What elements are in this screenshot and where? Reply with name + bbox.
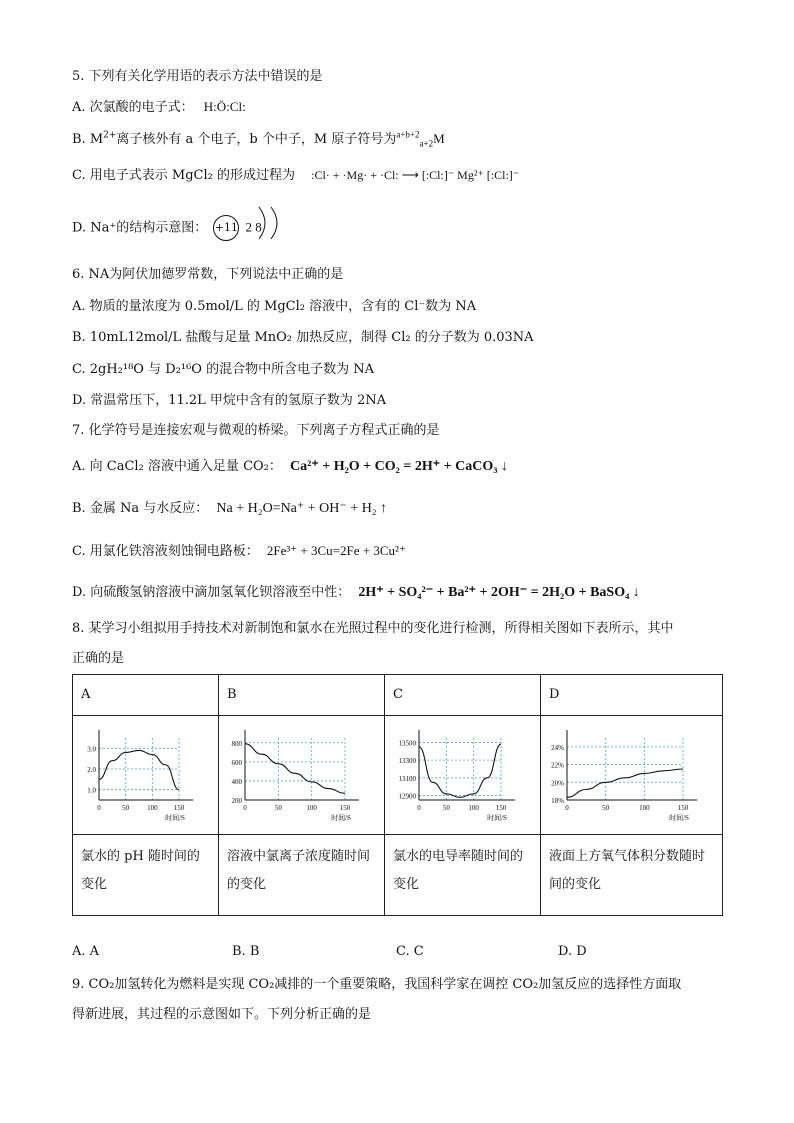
y-tick-label: 13500 bbox=[398, 739, 416, 748]
q8-stem-line1: 8. 某学习小组拟用手持技术对新制饱和氯水在光照过程中的变化进行检测，所得相关图如下表所示，其中 bbox=[72, 621, 674, 636]
hclo-electron-formula: H:Ö:Cl: bbox=[203, 99, 246, 114]
q7-option-a bbox=[72, 458, 508, 476]
q6-stem: 6. NA为阿伏加德罗常数，下列说法中正确的是 bbox=[72, 267, 344, 282]
oxygen-chart bbox=[541, 716, 723, 830]
series-line bbox=[245, 744, 345, 794]
y-tick-label: 1.0 bbox=[87, 786, 96, 795]
q9-stem-line2: 得新进展，其过程的示意图如下。下列分析正确的是 bbox=[72, 1007, 372, 1022]
x-tick-label: 150 bbox=[495, 804, 507, 812]
q5-option-b-text: 离子核外有 a 个电子，b 个中子，M 原子符号为 bbox=[116, 132, 397, 147]
x-axis-label: 时间/S bbox=[487, 814, 507, 822]
y-tick-label: 400 bbox=[231, 777, 242, 786]
y-tick-label: 2.0 bbox=[87, 766, 96, 774]
q7-option-d bbox=[72, 584, 640, 602]
header-a: A bbox=[73, 675, 219, 716]
x-tick-label: 150 bbox=[339, 804, 351, 812]
q7-option-c bbox=[72, 542, 406, 561]
series-line bbox=[567, 769, 683, 797]
header-d: D bbox=[541, 675, 723, 716]
element-symbol: M bbox=[433, 131, 445, 146]
q6-option-d: D. 常温常压下，11.2L 甲烷中含有的氢原子数为 2NA bbox=[72, 393, 387, 408]
x-tick-label: 150 bbox=[173, 804, 185, 812]
x-axis-label: 时间/S bbox=[165, 814, 185, 822]
q5-option-a-label: A. 次氯酸的电子式： bbox=[72, 100, 194, 115]
x-tick-label: 0 bbox=[565, 804, 569, 812]
q7-option-b-equation: Na + H₂O=Na⁺ + OH⁻ + H₂ ↑ bbox=[216, 501, 388, 516]
y-tick-label: 20% bbox=[551, 779, 564, 788]
shell-arcs-icon bbox=[257, 203, 287, 243]
header-b: B bbox=[219, 675, 385, 716]
conductivity-chart bbox=[385, 716, 541, 830]
q8-option-a: A. A bbox=[72, 944, 100, 959]
q6-option-a: A. 物质的量浓度为 0.5mol/L 的 MgCl₂ 溶液中，含有的 Cl⁻数为 NA bbox=[72, 299, 477, 314]
q7-option-c-label: C. 用氯化铁溶液刻蚀铜电路板： bbox=[72, 544, 259, 559]
x-tick-label: 150 bbox=[677, 804, 689, 812]
q5-option-a bbox=[72, 98, 246, 117]
y-tick-label: 13100 bbox=[398, 774, 416, 783]
caption-a: 氯水的 pH 随时间的变化 bbox=[73, 835, 219, 916]
q7-option-d-label: D. 向硫酸氢钠溶液中滴加氢氧化钡溶液至中性： bbox=[72, 585, 351, 600]
q8-chart-table bbox=[72, 674, 723, 916]
q5-option-d bbox=[72, 215, 262, 241]
x-tick-label: 50 bbox=[122, 804, 130, 812]
q5-option-b-charge: 2+ bbox=[103, 130, 117, 141]
x-axis-label: 时间/S bbox=[331, 814, 351, 822]
q8-option-d: D. D bbox=[558, 944, 587, 959]
caption-b: 溶液中氯离子浓度随时间的变化 bbox=[219, 835, 385, 916]
y-tick-label: 12900 bbox=[398, 792, 416, 801]
y-tick-label: 3.0 bbox=[87, 745, 96, 754]
q6-option-b: B. 10mL12mol/L 盐酸与足量 MnO₂ 加热反应，制得 Cl₂ 的分子数为 0.03NA bbox=[72, 330, 534, 345]
ph-chart bbox=[73, 716, 219, 830]
q7-option-d-equation: 2H⁺ + SO₄²⁻ + Ba²⁺ + 2OH⁻ = 2H₂O + BaSO₄ ↓ bbox=[358, 585, 640, 600]
x-tick-label: 100 bbox=[147, 804, 158, 812]
y-tick-label: 600 bbox=[231, 758, 242, 767]
q6-option-c: C. 2gH₂¹⁸O 与 D₂¹⁶O 的混合物中所含电子数为 NA bbox=[72, 362, 374, 377]
q5-option-d-label: D. Na⁺的结构示意图： bbox=[72, 220, 208, 236]
x-tick-label: 0 bbox=[417, 804, 421, 812]
chloride-chart bbox=[219, 716, 385, 830]
q5-option-c-label: C. 用电子式表示 MgCl₂ 的形成过程为 bbox=[72, 168, 295, 183]
q5-option-c bbox=[72, 166, 519, 185]
header-c: C bbox=[385, 675, 541, 716]
caption-d: 液面上方氧气体积分数随时间的变化 bbox=[541, 835, 723, 916]
q7-stem: 7. 化学符号是连接宏观与微观的桥梁。下列离子方程式正确的是 bbox=[72, 423, 440, 438]
q8-options bbox=[72, 944, 722, 964]
x-tick-label: 50 bbox=[602, 804, 610, 812]
q7-option-b bbox=[72, 500, 387, 518]
x-tick-label: 0 bbox=[97, 804, 101, 812]
q5-option-b-prefix: B. M bbox=[72, 132, 104, 147]
x-tick-label: 100 bbox=[306, 804, 317, 812]
x-tick-label: 50 bbox=[274, 804, 282, 812]
q8-option-b: B. B bbox=[232, 944, 260, 959]
x-tick-label: 0 bbox=[243, 804, 247, 812]
y-tick-label: 800 bbox=[231, 739, 242, 748]
q7-option-a-label: A. 向 CaCl₂ 溶液中通入足量 CO₂： bbox=[72, 459, 282, 474]
q8-stem-line2: 正确的是 bbox=[72, 651, 125, 666]
x-tick-label: 100 bbox=[468, 804, 479, 812]
q7-option-a-equation: Ca²⁺ + H₂O + CO₂ = 2H⁺ + CaCO₃ ↓ bbox=[290, 459, 508, 474]
y-tick-label: 22% bbox=[551, 761, 564, 770]
mgcl2-formation-formula: :Cl· + ·Mg· + ·Cl: ⟶ [:Cl:]⁻ Mg²⁺ [:Cl:]⁻ bbox=[311, 168, 520, 182]
x-tick-label: 100 bbox=[639, 804, 650, 812]
mass-number: a+b+2 bbox=[396, 129, 420, 140]
y-tick-label: 18% bbox=[551, 797, 564, 805]
series-line bbox=[419, 744, 501, 797]
q8-option-c: C. C bbox=[396, 944, 424, 959]
atomic-number: a+2 bbox=[419, 138, 434, 149]
q7-option-b-label: B. 金属 Na 与水反应： bbox=[72, 501, 209, 516]
q7-option-c-equation: 2Fe³⁺ + 3Cu=2Fe + 3Cu²⁺ bbox=[266, 543, 406, 558]
q5-option-b bbox=[72, 130, 445, 149]
q5-stem: 5. 下列有关化学用语的表示方法中错误的是 bbox=[72, 69, 323, 84]
q9-stem-line1: 9. CO₂加氢转化为燃料是实现 CO₂减排的一个重要策略，我国科学家在调控 CO₂加氢反应的选择性方面取 bbox=[72, 977, 682, 992]
electron-shells: 2 8 bbox=[245, 219, 262, 235]
y-tick-label: 200 bbox=[231, 797, 242, 805]
nucleus-circle: +11 bbox=[213, 215, 239, 241]
y-tick-label: 13300 bbox=[398, 757, 416, 766]
caption-c: 氯水的电导率随时间的变化 bbox=[385, 835, 541, 916]
y-tick-label: 24% bbox=[551, 743, 564, 752]
x-tick-label: 50 bbox=[442, 804, 450, 812]
x-axis-label: 时间/S bbox=[669, 814, 689, 822]
series-line bbox=[99, 750, 179, 789]
